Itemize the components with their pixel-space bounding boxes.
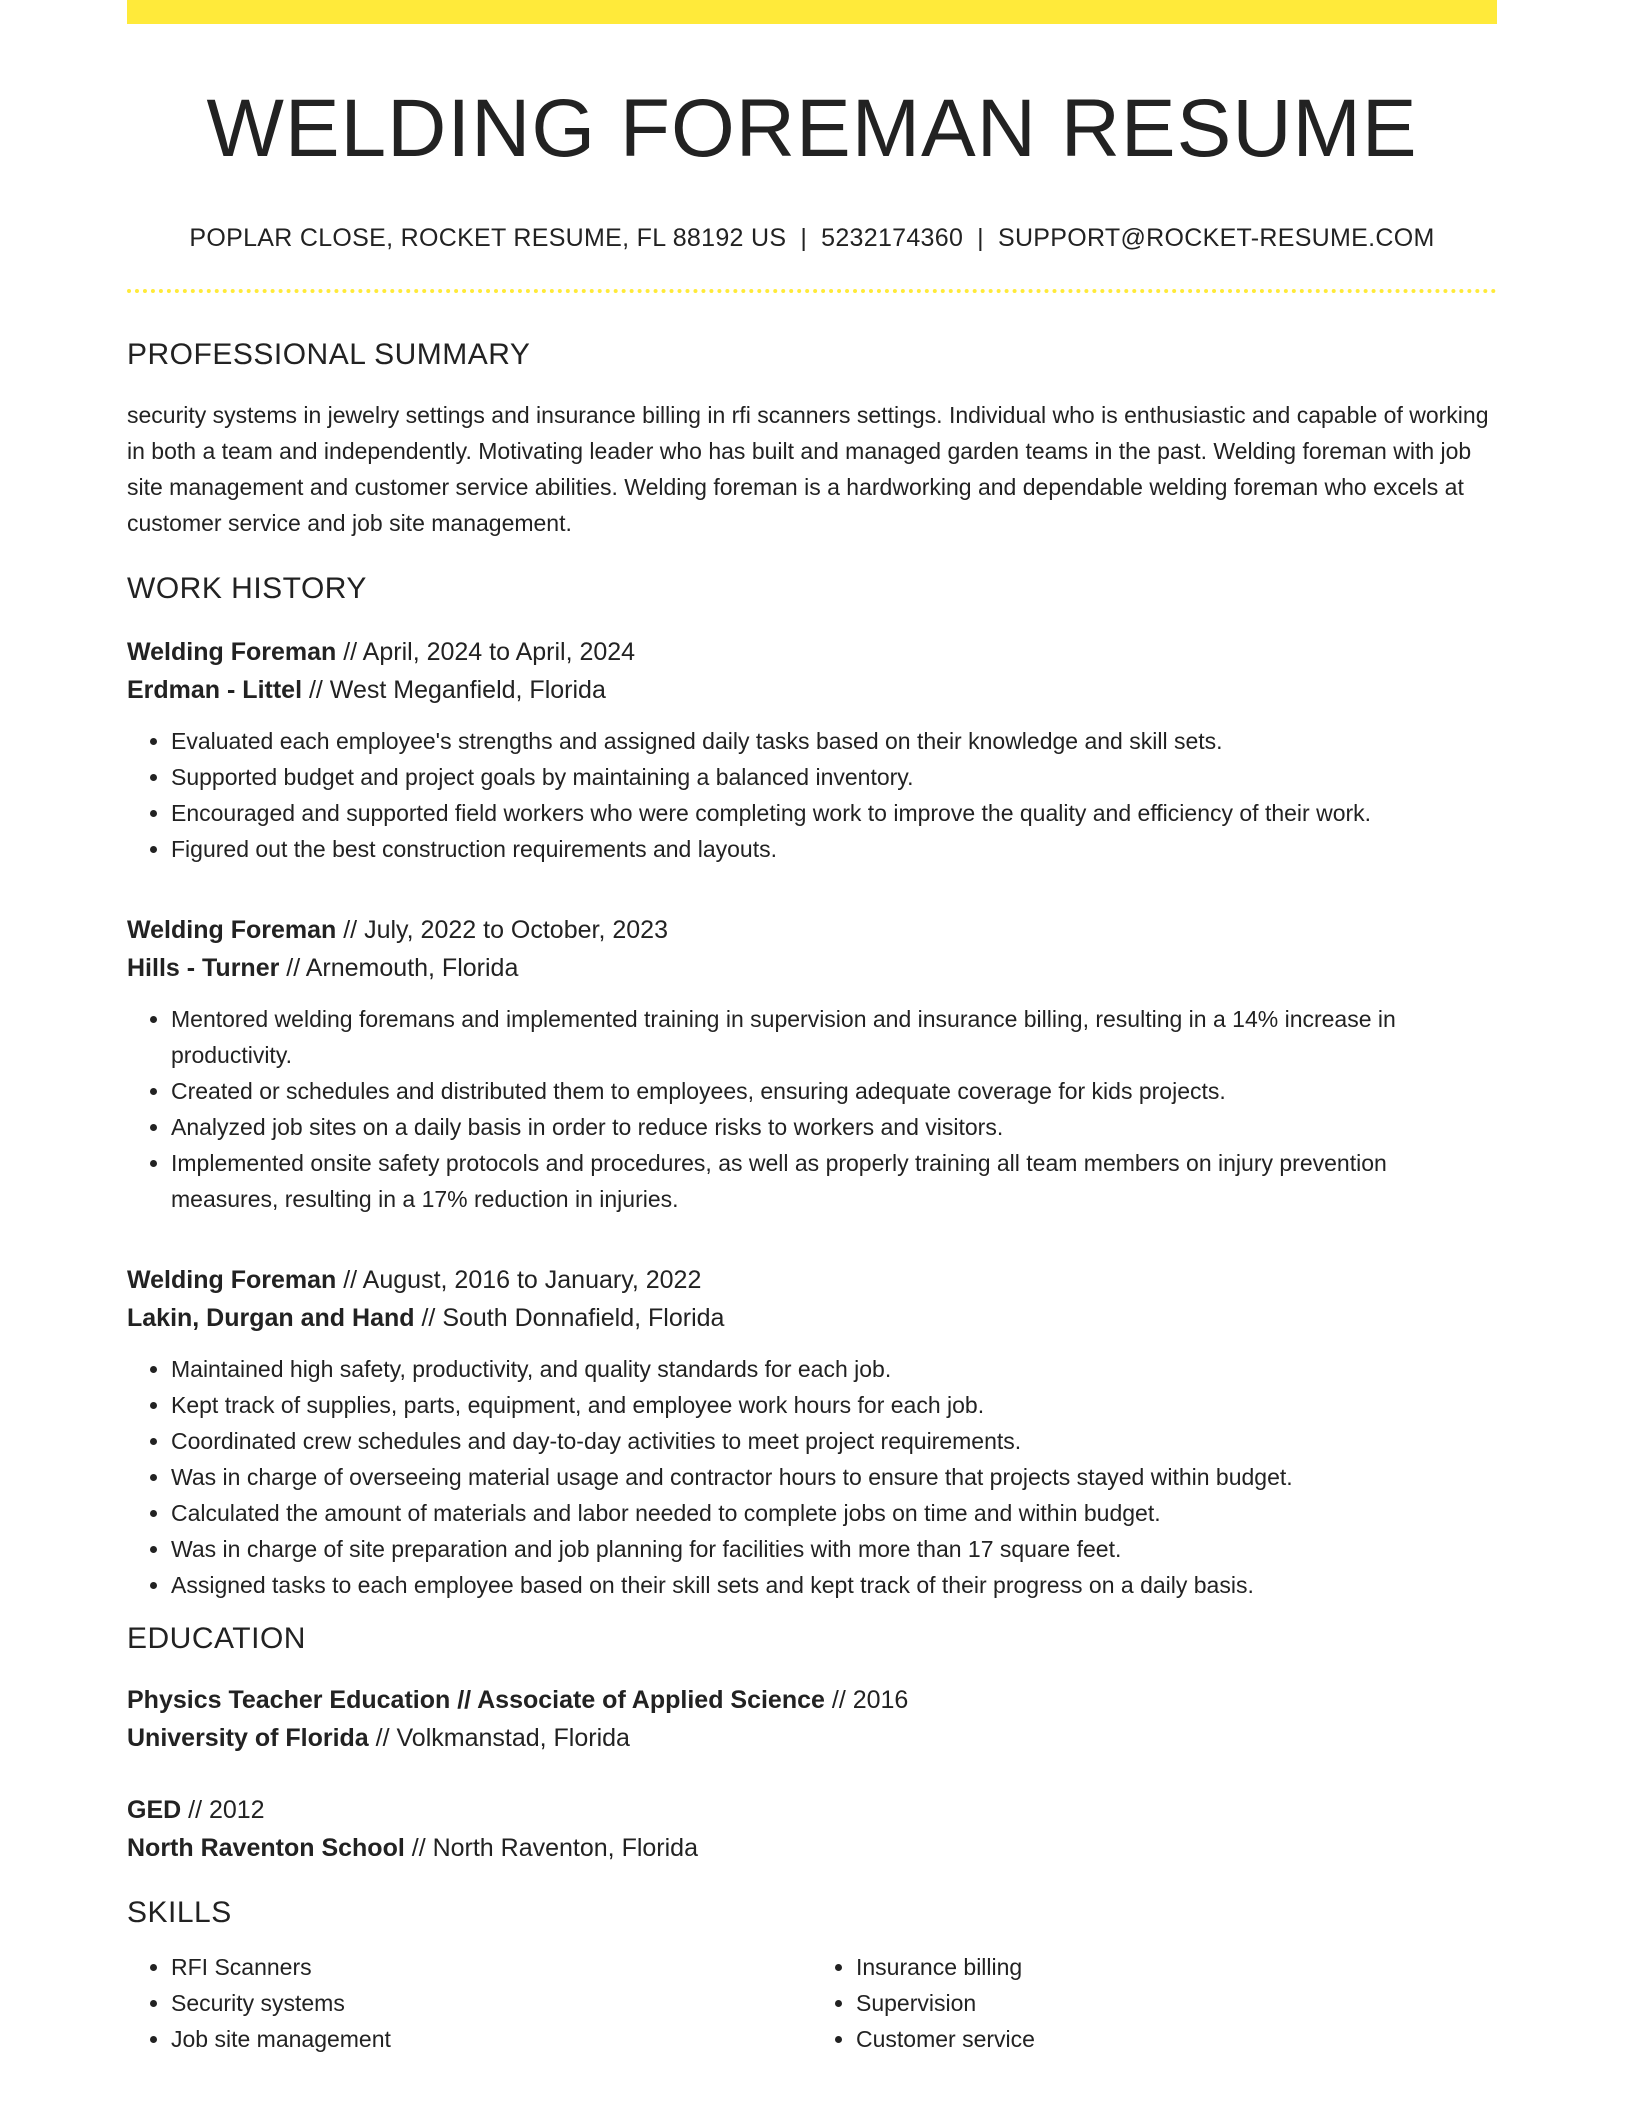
job-company: Lakin, Durgan and Hand bbox=[127, 1303, 415, 1332]
job-entry bbox=[127, 633, 1497, 867]
job-title: Welding Foreman bbox=[127, 1265, 337, 1294]
skills-columns bbox=[127, 1949, 1497, 2057]
job-bullets bbox=[127, 1001, 1497, 1217]
job-bullet-item: • Analyzed job sites on a daily basis in order to reduce risks to workers and visitors. bbox=[171, 1109, 1497, 1145]
contact-phone: 5232174360 bbox=[821, 224, 964, 253]
skill-item: • Customer service bbox=[856, 2021, 1497, 2057]
education-list bbox=[127, 1681, 1497, 1867]
education-entry bbox=[127, 1681, 1497, 1757]
job-dates: // April, 2024 to April, 2024 bbox=[336, 637, 636, 666]
top-accent-bar bbox=[127, 0, 1497, 24]
job-bullet-item: • Created or schedules and distributed them to employees, ensuring adequate coverage for kids projects. bbox=[171, 1073, 1497, 1109]
resume-page bbox=[127, 0, 1497, 2057]
job-bullet-item: • Implemented onsite safety protocols and procedures, as well as properly training all team members on injury prevention measures, resulting in a 17% reduction in injuries. bbox=[171, 1145, 1497, 1217]
education-school: University of Florida bbox=[127, 1723, 369, 1752]
job-location: // South Donnafield, Florida bbox=[414, 1303, 725, 1332]
job-bullet-item: • Was in charge of site preparation and job planning for facilities with more than 17 square feet. bbox=[171, 1531, 1497, 1567]
job-bullet-item: • Maintained high safety, productivity, and quality standards for each job. bbox=[171, 1351, 1497, 1387]
skill-item: • Insurance billing bbox=[856, 1949, 1497, 1985]
job-company: Hills - Turner bbox=[127, 953, 280, 982]
skills-right-column bbox=[812, 1949, 1497, 2057]
summary-text: security systems in jewelry settings and insurance billing in rfi scanners settings. Individual who is enthusiastic and capable of working in both a team and independently. Motivating leader who has built and managed garden teams in the past. Welding foreman with job site management and customer service abilities. Welding foreman is a hardworking and dependable welding foreman who excels at customer service and job site management. bbox=[127, 401, 1489, 536]
job-dates: // July, 2022 to October, 2023 bbox=[336, 915, 668, 944]
job-location: // Arnemouth, Florida bbox=[279, 953, 519, 982]
contact-separator: | bbox=[977, 224, 984, 253]
job-bullet-item: • Assigned tasks to each employee based on their skill sets and kept track of their progress on a daily basis. bbox=[171, 1567, 1497, 1603]
job-bullet-item: • Calculated the amount of materials and labor needed to complete jobs on time and within budget. bbox=[171, 1495, 1497, 1531]
skills-heading: SKILLS bbox=[127, 1895, 232, 1929]
education-entry bbox=[127, 1791, 1497, 1867]
education-year: // 2012 bbox=[181, 1795, 265, 1824]
job-entry bbox=[127, 1261, 1497, 1603]
dotted-divider bbox=[127, 289, 1497, 293]
skill-item: • RFI Scanners bbox=[171, 1949, 812, 1985]
job-title: Welding Foreman bbox=[127, 915, 337, 944]
skills-left-column bbox=[127, 1949, 812, 2057]
job-title-line bbox=[127, 633, 1497, 671]
job-bullet-item: • Evaluated each employee's strengths and assigned daily tasks based on their knowledge and skill sets. bbox=[171, 723, 1497, 759]
work-history-heading: WORK HISTORY bbox=[127, 571, 367, 605]
job-bullet-item: • Figured out the best construction requirements and layouts. bbox=[171, 831, 1497, 867]
contact-line bbox=[127, 222, 1497, 255]
job-company-line bbox=[127, 1299, 1497, 1337]
contact-address: POPLAR CLOSE, ROCKET RESUME, FL 88192 US bbox=[189, 224, 787, 253]
job-company: Erdman - Littel bbox=[127, 675, 303, 704]
contact-separator: | bbox=[800, 224, 808, 253]
work-history-list bbox=[127, 633, 1497, 1603]
job-location: // West Meganfield, Florida bbox=[302, 675, 606, 704]
job-bullets bbox=[127, 1351, 1497, 1603]
job-title-line bbox=[127, 1261, 1497, 1299]
job-bullets bbox=[127, 723, 1497, 867]
education-degree-line bbox=[127, 1681, 1497, 1719]
education-location: // Volkmanstad, Florida bbox=[368, 1723, 630, 1752]
job-bullet-item: • Coordinated crew schedules and day-to-day activities to meet project requirements. bbox=[171, 1423, 1497, 1459]
skill-item: • Security systems bbox=[171, 1985, 812, 2021]
education-year: // 2016 bbox=[824, 1685, 909, 1714]
education-location: // North Raventon, Florida bbox=[404, 1833, 698, 1862]
skill-item: • Supervision bbox=[856, 1985, 1497, 2021]
job-bullet-item: • Kept track of supplies, parts, equipment, and employee work hours for each job. bbox=[171, 1387, 1497, 1423]
job-title: Welding Foreman bbox=[127, 637, 337, 666]
job-bullet-item: • Mentored welding foremans and implemented training in supervision and insurance billing, resulting in a 14% increase in productivity. bbox=[171, 1001, 1497, 1073]
job-entry bbox=[127, 911, 1497, 1217]
job-bullet-item: • Encouraged and supported field workers who were completing work to improve the quality and efficiency of their work. bbox=[171, 795, 1497, 831]
job-company-line bbox=[127, 949, 1497, 987]
education-degree-line bbox=[127, 1791, 1497, 1829]
job-company-line bbox=[127, 671, 1497, 709]
contact-email: SUPPORT@ROCKET-RESUME.COM bbox=[997, 224, 1435, 253]
education-school-line bbox=[127, 1719, 1497, 1757]
education-school-line bbox=[127, 1829, 1497, 1867]
job-bullet-item: • Was in charge of overseeing material usage and contractor hours to ensure that projects stayed within budget. bbox=[171, 1459, 1497, 1495]
education-degree: Physics Teacher Education // Associate of Applied Science bbox=[127, 1685, 825, 1714]
job-title-line bbox=[127, 911, 1497, 949]
job-bullet-item: • Supported budget and project goals by maintaining a balanced inventory. bbox=[171, 759, 1497, 795]
education-school: North Raventon School bbox=[127, 1833, 405, 1862]
summary-heading: PROFESSIONAL SUMMARY bbox=[127, 337, 531, 371]
job-dates: // August, 2016 to January, 2022 bbox=[336, 1265, 702, 1294]
education-degree: GED bbox=[127, 1795, 182, 1824]
resume-title: WELDING FOREMAN RESUME bbox=[206, 83, 1418, 174]
skill-item: • Job site management bbox=[171, 2021, 812, 2057]
education-heading: EDUCATION bbox=[127, 1621, 306, 1655]
